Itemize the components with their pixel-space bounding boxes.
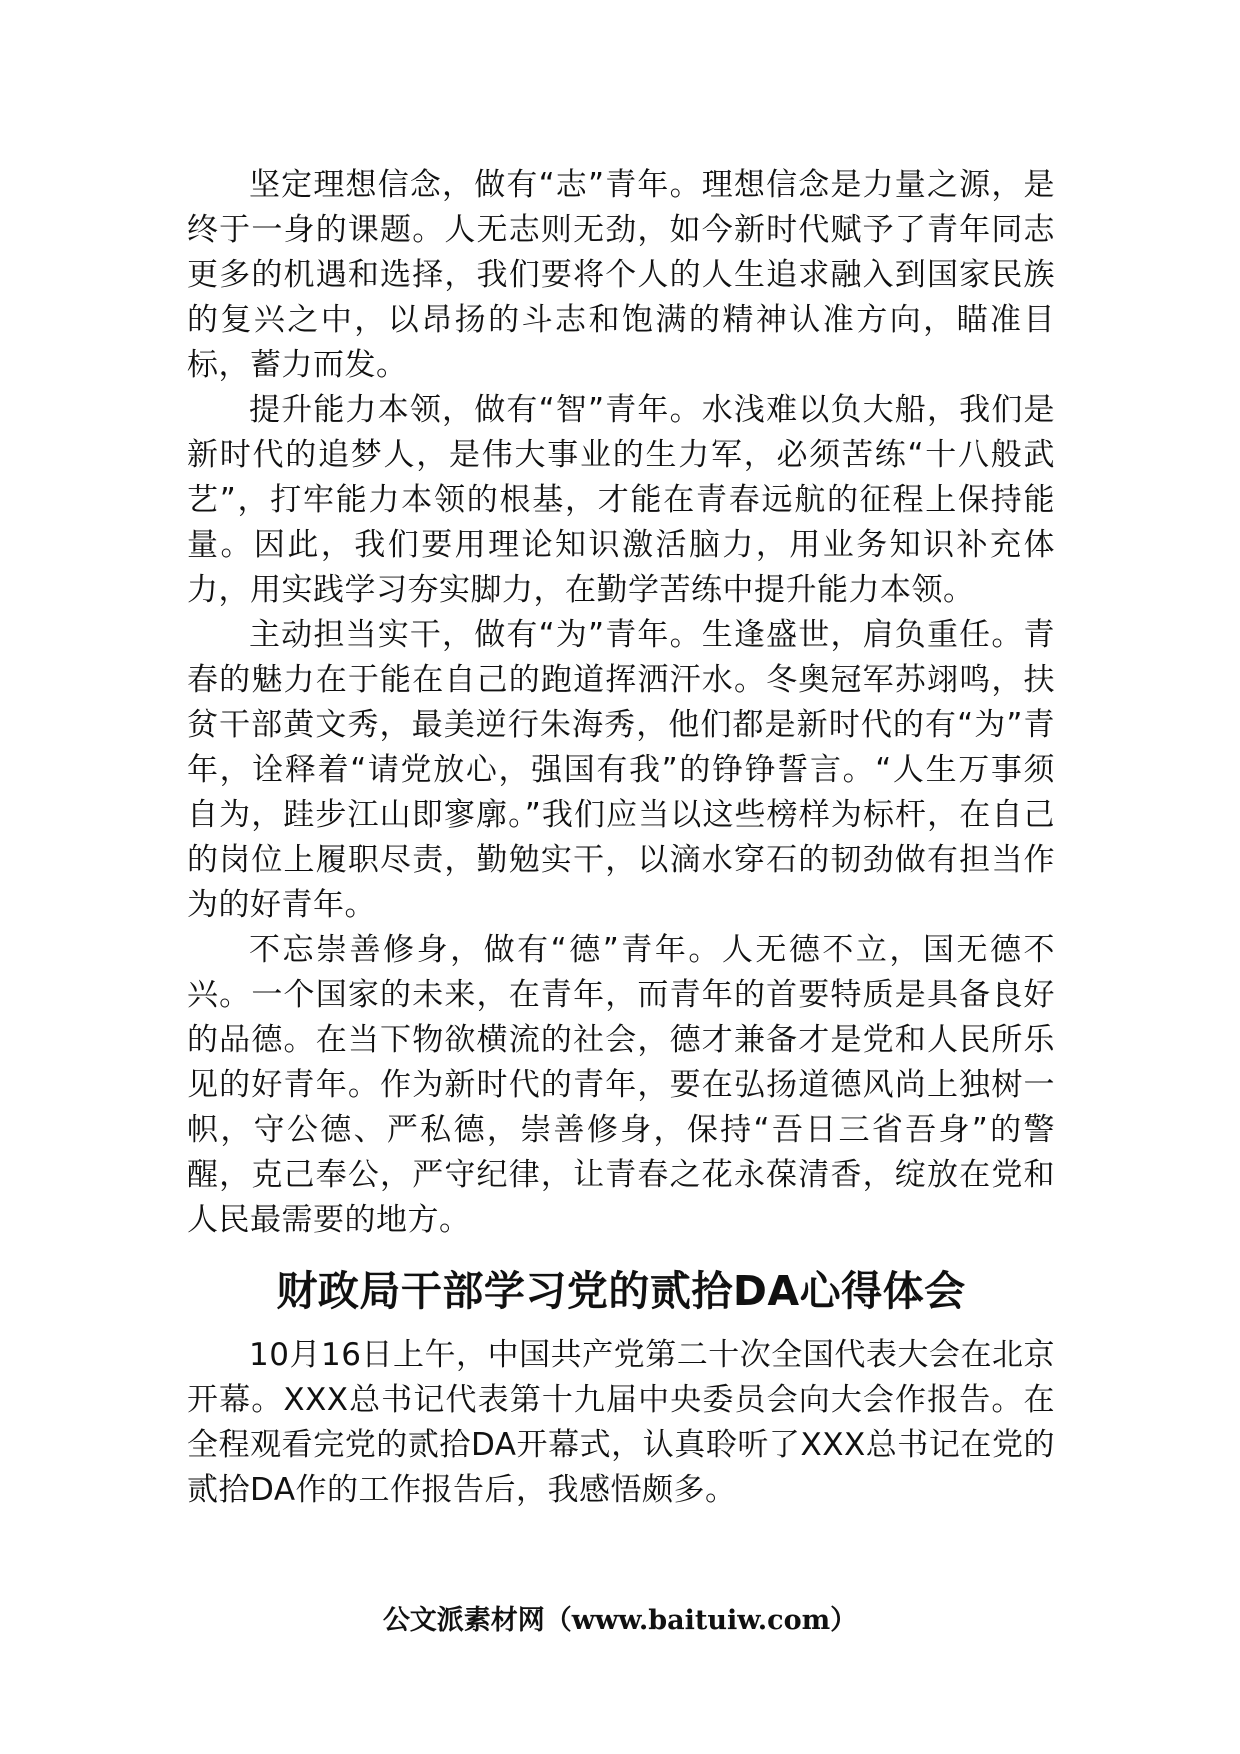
section-title: 财政局干部学习党的贰拾DA心得体会 (276, 1267, 966, 1315)
paragraph-responsibility: 主动担当实干，做有“为”青年。生逢盛世，肩负重任。青春的魅力在于能在自己的跑道挥洒汗水。冬奥冠军苏翊鸣，扶贫干部黄文秀，最美逆行朱海秀，他们都是新时代的有“为”青年，诠释着“请党放心，强国有我”的铮铮誓言。“人生万事须自为，跬步江山即寥廓。”我们应当以这些榜样为标杆，在自己的岗位上履职尽责，勤勉实干，以滴水穿石的韧劲做有担当作为的好青年。 (187, 617, 1055, 923)
document-body (187, 163, 1055, 1513)
paragraph-ideals: 坚定理想信念，做有“志”青年。理想信念是力量之源，是终于一身的课题。人无志则无劲，如今新时代赋予了青年同志更多的机遇和选择，我们要将个人的人生追求融入到国家民族的复兴之中，以昂扬的斗志和饱满的精神认准方向，瞄准目标，蓄力而发。 (187, 167, 1055, 383)
paragraph-congress-opening: 10月16日上午，中国共产党第二十次全国代表大会在北京开幕。XXX总书记代表第十九届中央委员会向大会作报告。在全程观看完党的贰拾DA开幕式，认真聆听了XXX总书记在党的贰拾DA作的工作报告后，我感悟颇多。 (187, 1337, 1055, 1508)
footer-source: 公文派素材网（www.baituiw.com） (382, 1605, 858, 1636)
paragraph-ability: 提升能力本领，做有“智”青年。水浅难以负大船，我们是新时代的追梦人，是伟大事业的生力军，必须苦练“十八般武艺”，打牢能力本领的根基，才能在青春远航的征程上保持能量。因此，我们要用理论知识激活脑力，用业务知识补充体力，用实践学习夯实脚力，在勤学苦练中提升能力本领。 (187, 392, 1055, 608)
paragraph-virtue: 不忘崇善修身，做有“德”青年。人无德不立，国无德不兴。一个国家的未来，在青年，而青年的首要特质是具备良好的品德。在当下物欲横流的社会，德才兼备才是党和人民所乐见的好青年。作为新时代的青年，要在弘扬道德风尚上独树一帜，守公德、严私德，崇善修身，保持“吾日三省吾身”的警醒，克己奉公，严守纪律，让青春之花永葆清香，绽放在党和人民最需要的地方。 (187, 932, 1055, 1238)
